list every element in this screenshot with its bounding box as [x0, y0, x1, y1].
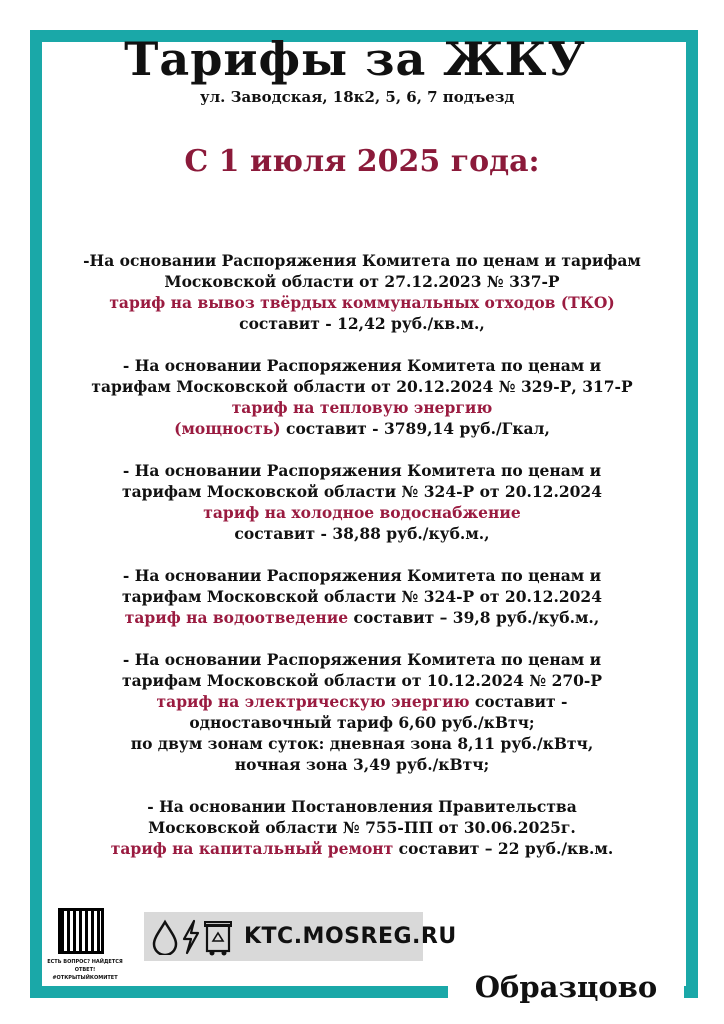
qr-caption	[40, 958, 130, 982]
tariff-text: тарифам Московской области № 324-Р от 20.12.2024	[121, 587, 603, 606]
tariff-highlight: (мощность)	[174, 419, 281, 438]
tariff-line	[44, 670, 680, 691]
tariff-text: Московской области № 755-ПП от 30.06.2025г.	[148, 818, 576, 837]
utility-icons	[150, 917, 234, 957]
website-link[interactable]: KTC.MOSREG.RU	[244, 924, 457, 949]
tariff-highlight: тариф на электрическую энергию	[156, 692, 470, 711]
tariff-line	[44, 376, 680, 397]
tariff-line	[44, 502, 680, 523]
tariff-text: одноставочный тариф 6,60 руб./кВтч;	[189, 713, 535, 732]
tariff-text: составит – 22 руб./кв.м.	[393, 839, 614, 858]
tariff-text: - На основании Распоряжения Комитета по ценам и	[122, 356, 602, 375]
tariff-line	[44, 607, 680, 628]
tariff-text: составит -	[469, 692, 568, 711]
website-banner[interactable]	[144, 912, 457, 961]
tariff-text: - На основании Постановления Правительства	[147, 797, 577, 816]
tariff-line	[44, 733, 680, 754]
page-title: Тарифы за ЖКУ	[124, 32, 586, 86]
tariff-text: тарифам Московской области № 324-Р от 20.12.2024	[121, 482, 603, 501]
tariff-line	[44, 355, 680, 376]
tariff-text: тарифам Московской области от 10.12.2024 № 270-Р	[121, 671, 603, 690]
tariff-line	[44, 817, 680, 838]
tariff-block	[44, 565, 680, 628]
tariff-line	[44, 586, 680, 607]
tariff-text: -На основании Распоряжения Комитета по ценам и тарифам	[83, 251, 641, 270]
tariff-line	[44, 481, 680, 502]
recycling-bin-icon	[202, 917, 234, 957]
tariff-line	[44, 313, 680, 334]
tariff-highlight: тариф на вывоз твёрдых коммунальных отходов (ТКО)	[109, 293, 615, 312]
tariff-text: составит – 39,8 руб./куб.м.,	[348, 608, 600, 627]
tariff-line	[44, 565, 680, 586]
tariff-text: Московской области от 27.12.2023 № 337-Р	[164, 272, 560, 291]
tariff-highlight: тариф на тепловую энергию	[231, 398, 493, 417]
tariff-line	[44, 649, 680, 670]
tariff-line	[44, 838, 680, 859]
tariff-line	[44, 271, 680, 292]
lightning-icon	[180, 919, 202, 955]
tariff-line	[44, 712, 680, 733]
tariff-text: ночная зона 3,49 руб./кВтч;	[234, 755, 490, 774]
tariff-block	[44, 355, 680, 439]
tariff-block	[44, 649, 680, 775]
effective-date: С 1 июля 2025 года:	[184, 144, 540, 179]
qr-code[interactable]	[58, 908, 104, 954]
tariff-text: тарифам Московской области от 20.12.2024 № 329-Р, 317-Р	[91, 377, 633, 396]
tariff-line	[44, 754, 680, 775]
tariff-block	[44, 796, 680, 859]
tariff-block	[44, 250, 680, 334]
water-drop-icon	[150, 919, 180, 955]
tariff-text: составит - 3789,14 руб./Гкал,	[280, 419, 550, 438]
town-name: Образцово	[448, 962, 684, 1012]
tariff-line	[44, 796, 680, 817]
tariff-text: - На основании Распоряжения Комитета по ценам и	[122, 461, 602, 480]
tariff-highlight: тариф на водоотведение	[124, 608, 349, 627]
tariff-list	[44, 250, 680, 880]
tariff-line	[44, 250, 680, 271]
qr-caption-hashtag: #ОТКРЫТЫЙКОМИТЕТ	[52, 975, 118, 981]
tariff-line	[44, 418, 680, 439]
tariff-line	[44, 460, 680, 481]
address-line: ул. Заводская, 18к2, 5, 6, 7 подъезд	[200, 88, 515, 106]
tariff-text: - На основании Распоряжения Комитета по ценам и	[122, 566, 602, 585]
tariff-text: составит - 38,88 руб./куб.м.,	[234, 524, 490, 543]
qr-caption-question: ЕСТЬ ВОПРОС? НАЙДЕТСЯ ОТВЕТ!	[47, 959, 123, 973]
tariff-line	[44, 691, 680, 712]
tariff-highlight: тариф на капитальный ремонт	[110, 839, 394, 858]
tariff-text: составит - 12,42 руб./кв.м.,	[239, 314, 485, 333]
tariff-line	[44, 292, 680, 313]
tariff-line	[44, 397, 680, 418]
tariff-text: - На основании Распоряжения Комитета по ценам и	[122, 650, 602, 669]
tariff-text: по двум зонам суток: дневная зона 8,11 руб./кВтч,	[130, 734, 594, 753]
tariff-line	[44, 523, 680, 544]
tariff-highlight: тариф на холодное водоснабжение	[203, 503, 521, 522]
tariff-block	[44, 460, 680, 544]
